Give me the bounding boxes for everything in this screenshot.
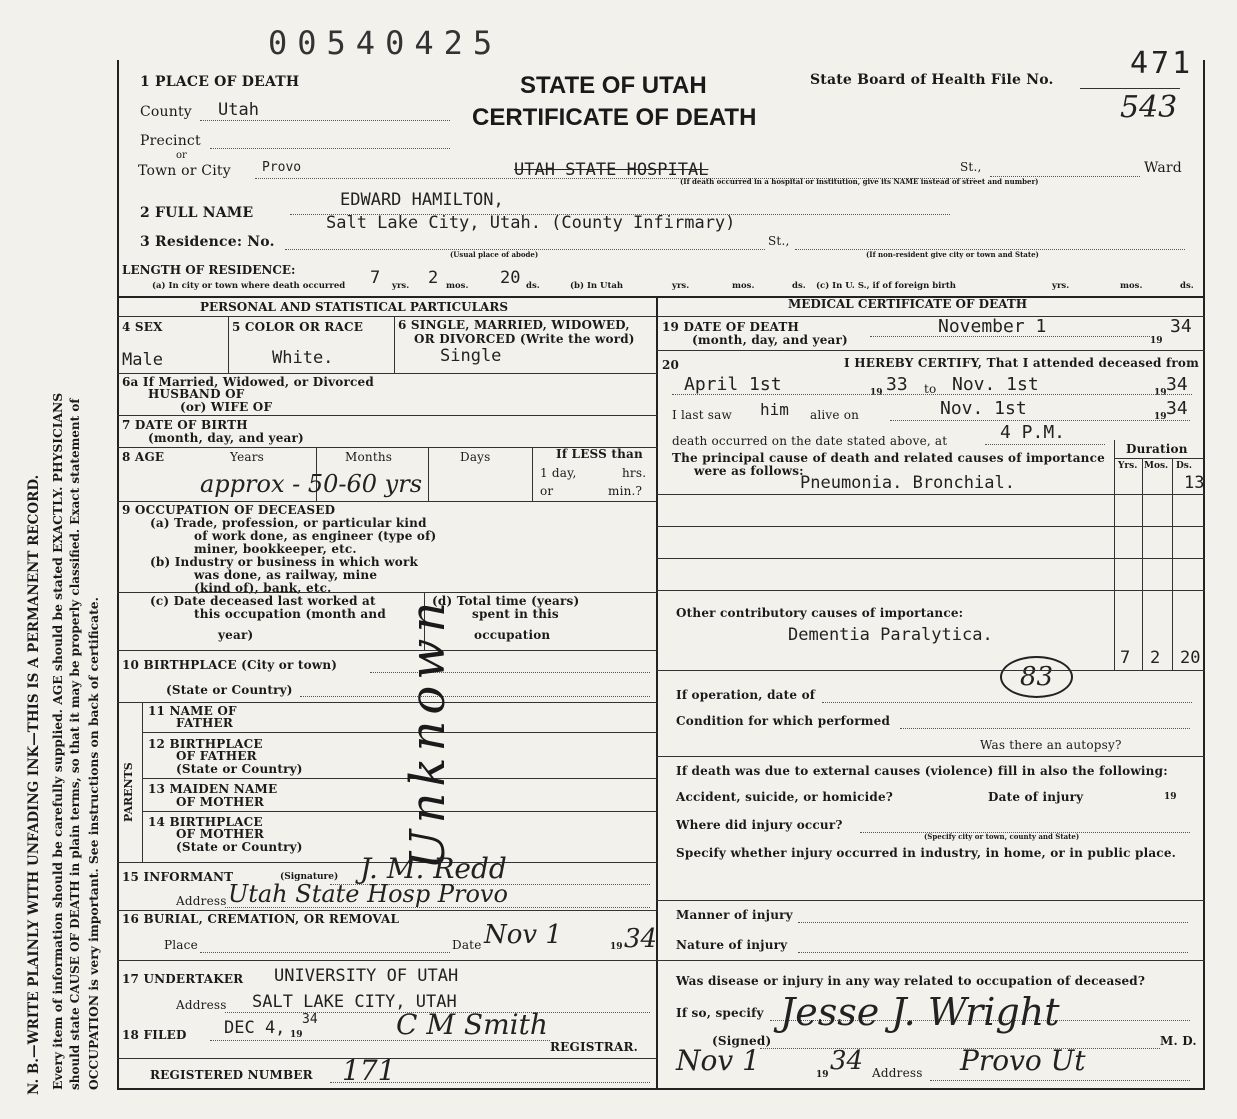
duration-mos-label: Mos. <box>1144 461 1169 471</box>
sex-value: Male <box>122 350 163 370</box>
filed-label: 18 FILED <box>122 1028 187 1042</box>
duration-ds-label: Ds. <box>1176 461 1193 471</box>
signer-address: Provo Ut <box>960 1044 1086 1077</box>
usual-abode-note: (Usual place of abode) <box>450 250 539 259</box>
occupation-related-label: Was disease or injury in any way related to occupation of deceased? <box>676 974 1146 988</box>
signed-date: Nov 1 <box>676 1044 760 1077</box>
bottom-border <box>117 1088 1205 1090</box>
county-value: Utah <box>218 100 259 120</box>
last-saw-date: Nov. 1st <box>940 398 1027 419</box>
death-time-label: death occurred on the date stated above, at <box>672 434 948 448</box>
cause-duration-days: 13 <box>1184 473 1205 493</box>
signed-year: 34 <box>830 1046 864 1076</box>
alive-on-label: alive on <box>810 408 860 422</box>
md-label: M. D. <box>1160 1034 1197 1048</box>
spouse-label-2: HUSBAND OF <box>148 387 245 401</box>
residence-years: 7 <box>370 268 381 288</box>
unknown-handwritten: Unknown <box>400 595 456 870</box>
occupation-label: 9 OCCUPATION OF DECEASED <box>122 503 336 517</box>
external-causes-label: If death was due to external causes (violence) fill in also the following: <box>676 764 1168 778</box>
residence-c-mos: mos. <box>1120 281 1143 291</box>
condition-label: Condition for which performed <box>676 714 891 728</box>
if-so-label: If so, specify <box>676 1006 764 1020</box>
residence-c-yrs: yrs. <box>1052 281 1070 291</box>
other-causes-label: Other contributory causes of importance: <box>676 606 964 620</box>
st-label: St., <box>960 160 982 174</box>
last-saw-label: I last saw <box>672 408 732 422</box>
occupation-b-2: was done, as railway, mine <box>194 568 378 582</box>
manner-injury-label: Manner of injury <box>676 908 793 922</box>
age-value: approx - 50-60 yrs <box>200 470 423 498</box>
informant-address: Utah State Hosp Provo <box>228 880 508 908</box>
from-year-prefix: 19 <box>870 388 883 398</box>
one-day-label: 1 day, <box>540 466 577 480</box>
mother-birthplace-label-2: OF MOTHER <box>176 827 265 841</box>
father-name-label-2: FATHER <box>176 716 234 730</box>
informant-signature: J. M. Redd <box>360 852 507 885</box>
mother-name-label: 13 MAIDEN NAME <box>148 782 278 796</box>
length-residence-label: LENGTH OF RESIDENCE: <box>122 263 296 277</box>
file-number-label: State Board of Health File No. <box>810 72 1054 88</box>
certify-number: 20 <box>662 358 680 372</box>
burial-date: Nov 1 <box>484 920 562 950</box>
principal-cause-label: The principal cause of death and related causes of importance <box>672 451 1105 465</box>
last-saw-year: 34 <box>1166 398 1188 419</box>
signed-year-prefix: 19 <box>816 1070 829 1080</box>
autopsy-label: Was there an autopsy? <box>980 738 1122 752</box>
occupation-b: (b) Industry or business in which work <box>150 555 418 569</box>
marital-label: 6 SINGLE, MARRIED, WIDOWED, <box>398 318 630 332</box>
residence-months: 2 <box>428 268 439 288</box>
full-name-label: 2 FULL NAME <box>140 205 254 221</box>
nature-injury-label: Nature of injury <box>676 938 788 952</box>
father-birthplace-label-2: OF FATHER <box>176 749 257 763</box>
file-number-handwritten: 543 <box>1120 90 1178 125</box>
dod-sub-label: (month, day, and year) <box>692 333 848 347</box>
less-than-label: If LESS than <box>556 447 643 461</box>
occupation-a-3: miner, bookkeeper, etc. <box>194 542 357 556</box>
certificate-title: CERTIFICATE OF DEATH <box>472 104 757 131</box>
accident-label: Accident, suicide, or homicide? <box>676 790 894 804</box>
attended-from-year: 33 <box>886 374 908 395</box>
age-label: 8 AGE <box>122 450 165 464</box>
residence-c-ds: ds. <box>1180 281 1194 291</box>
father-birthplace-label: 12 BIRTHPLACE <box>148 737 263 751</box>
residence-yrs-label: yrs. <box>392 281 410 291</box>
residence-value: Salt Lake City, Utah. (County Infirmary) <box>326 213 736 233</box>
signer-address-label: Address <box>872 1066 923 1080</box>
occupation-d: (d) Total time (years) <box>432 594 580 608</box>
registrar-label: REGISTRAR. <box>550 1040 639 1054</box>
town-label: Town or City <box>138 163 231 179</box>
full-name-value: EDWARD HAMILTON, <box>340 190 504 210</box>
color-value: White. <box>272 348 334 368</box>
spouse-label-3: (or) WIFE OF <box>180 400 273 414</box>
undertaker-label: 17 UNDERTAKER <box>122 972 244 986</box>
town-value: Provo <box>262 160 302 175</box>
residence-b-yrs: yrs. <box>672 281 690 291</box>
birthplace-label: 10 BIRTHPLACE (City or town) <box>122 658 338 672</box>
filed-value: DEC 4, <box>224 1018 286 1038</box>
father-birthplace-label-3: (State or Country) <box>176 762 303 776</box>
other-duration-yrs: 7 <box>1120 648 1131 668</box>
undertaker-address: SALT LAKE CITY, UTAH <box>252 992 457 1012</box>
informant-address-label: Address <box>176 894 227 908</box>
other-duration-mos: 2 <box>1150 648 1161 668</box>
specify-injury-label: Specify whether injury occurred in industry, in home, or in public place. <box>676 846 1177 860</box>
informant-label: 15 INFORMANT <box>122 870 234 884</box>
burial-year: 34 <box>624 924 658 954</box>
place-of-death-label: 1 PLACE OF DEATH <box>140 74 300 90</box>
residence-b-ds: ds. <box>792 281 806 291</box>
occupation-c: (c) Date deceased last worked at <box>150 594 376 608</box>
undertaker-value: UNIVERSITY OF UTAH <box>274 966 459 986</box>
ward-label: Ward <box>1144 160 1182 176</box>
father-name-label: 11 NAME OF <box>148 704 237 718</box>
residence-b-label: (b) In Utah <box>570 281 624 291</box>
to-year-prefix: 19 <box>1154 388 1167 398</box>
occupation-c-3: year) <box>218 628 254 642</box>
birthplace-state-label: (State or Country) <box>166 683 293 697</box>
residence-days: 20 <box>500 268 521 288</box>
dob-sub-label: (month, day, and year) <box>148 431 304 445</box>
residence-b-mos: mos. <box>732 281 755 291</box>
dod-year-prefix: 19 <box>1150 336 1163 346</box>
attended-to-year: 34 <box>1166 374 1188 395</box>
age-months-label: Months <box>345 450 393 464</box>
occupation-a-2: of work done, as engineer (type of) <box>194 529 437 543</box>
last-saw-him: him <box>760 400 789 419</box>
institution-value: UTAH STATE HOSPITAL <box>514 160 709 180</box>
last-saw-year-prefix: 19 <box>1154 412 1167 422</box>
to-label: to <box>924 382 937 396</box>
mother-birthplace-label: 14 BIRTHPLACE <box>148 815 263 829</box>
residence-c-label: (c) In U. S., if of foreign birth <box>816 281 956 291</box>
mother-name-label-2: OF MOTHER <box>176 795 265 809</box>
signed-label: (Signed) <box>712 1034 772 1048</box>
registered-number: 171 <box>342 1054 396 1087</box>
dod-value: November 1 <box>938 316 1047 337</box>
serial-number: 00540425 <box>268 24 503 62</box>
residence-st-label: St., <box>768 234 790 248</box>
side-instruction-3: should state CAUSE OF DEATH in plain terms, so that it may be properly classified. Exact statement of <box>68 398 82 1090</box>
injury-date-label: Date of injury <box>988 790 1084 804</box>
physician-signature: Jesse J. Wright <box>780 990 1060 1034</box>
marital-value: Single <box>440 346 502 366</box>
cause-code: 83 <box>1000 656 1073 698</box>
left-border <box>117 60 119 1090</box>
duration-yrs-label: Yrs. <box>1118 461 1138 471</box>
or-label: or <box>176 150 187 161</box>
side-instruction-2: Every item of information should be carefully supplied. AGE should be stated EXACTLY. PHYSICIANS <box>50 392 65 1090</box>
side-instruction-1: N. B.—WRITE PLAINLY WITH UNFADING INK—THIS IS A PERMANENT RECORD. <box>26 474 42 1095</box>
or-min-label: or <box>540 484 554 498</box>
non-resident-note: (If non-resident give city or town and State) <box>866 250 1039 259</box>
parents-label: PARENTS <box>122 762 135 822</box>
filed-year: 34 <box>302 1012 318 1027</box>
dod-year: 34 <box>1170 316 1192 337</box>
occupation-d-2: spent in this <box>472 607 559 621</box>
personal-section-title: PERSONAL AND STATISTICAL PARTICULARS <box>200 300 509 314</box>
county-label: County <box>140 104 192 120</box>
mother-birthplace-label-3: (State or Country) <box>176 840 303 854</box>
min-label: min.? <box>608 484 643 498</box>
sex-label: 4 SEX <box>122 320 163 334</box>
dob-label: 7 DATE OF BIRTH <box>122 418 248 432</box>
certify-label: I HEREBY CERTIFY, That I attended deceased from <box>844 356 1200 370</box>
other-duration-ds: 20 <box>1180 648 1201 668</box>
state-title: STATE OF UTAH <box>520 72 707 99</box>
age-years-label: Years <box>230 450 265 464</box>
operation-label: If operation, date of <box>676 688 816 702</box>
hrs-label: hrs. <box>622 466 647 480</box>
occupation-d-3: occupation <box>474 628 551 642</box>
right-border <box>1203 60 1205 1090</box>
principal-cause: Pneumonia. Bronchial. <box>800 473 1015 493</box>
where-injury-label: Where did injury occur? <box>676 818 843 832</box>
hospital-note: (If death occurred in a hospital or institution, give its NAME instead of street and number) <box>680 177 1039 186</box>
age-days-label: Days <box>460 450 491 464</box>
residence-a-label: (a) In city or town where death occurred <box>152 281 346 291</box>
attended-from: April 1st <box>684 374 782 395</box>
occupation-b-3: (kind of), bank, etc. <box>194 581 332 595</box>
duration-label: Duration <box>1126 442 1188 456</box>
occupation-c-2: this occupation (month and <box>194 607 386 621</box>
filed-year-prefix: 19 <box>290 1030 303 1040</box>
residence-ds-label: ds. <box>526 281 540 291</box>
burial-label: 16 BURIAL, CREMATION, OR REMOVAL <box>122 912 400 926</box>
signature-label: (Signature) <box>280 872 339 882</box>
side-instruction-4: OCCUPATION is very important. See instructions on back of certificate. <box>86 597 101 1090</box>
color-label: 5 COLOR OR RACE <box>232 320 364 334</box>
burial-year-prefix: 19 <box>610 942 623 952</box>
precinct-label: Precinct <box>140 133 201 149</box>
registrar-signature: C M Smith <box>396 1008 548 1041</box>
registered-number-label: REGISTERED NUMBER <box>150 1068 313 1082</box>
burial-date-label: Date <box>452 938 482 952</box>
residence-mos-label: mos. <box>446 281 469 291</box>
burial-place-label: Place <box>164 938 198 952</box>
other-causes: Dementia Paralytica. <box>788 625 993 645</box>
death-time: 4 P.M. <box>1000 422 1066 443</box>
dod-label: 19 DATE OF DEATH <box>662 320 800 334</box>
attended-to: Nov. 1st <box>952 374 1039 395</box>
medical-section-title: MEDICAL CERTIFICATE OF DEATH <box>788 297 1028 311</box>
injury-year-prefix: 19 <box>1164 792 1177 802</box>
occupation-a: (a) Trade, profession, or particular kind <box>150 516 427 530</box>
marital-label-2: OR DIVORCED (Write the word) <box>414 332 635 346</box>
spouse-label: 6a If Married, Widowed, or Divorced <box>122 375 374 389</box>
where-injury-note: (Specify city or town, county and State) <box>924 832 1080 841</box>
principal-cause-label-2: were as follows: <box>694 464 804 478</box>
residence-label: 3 Residence: No. <box>140 234 275 250</box>
file-number: 471 <box>1130 46 1194 81</box>
undertaker-address-label: Address <box>176 998 227 1012</box>
